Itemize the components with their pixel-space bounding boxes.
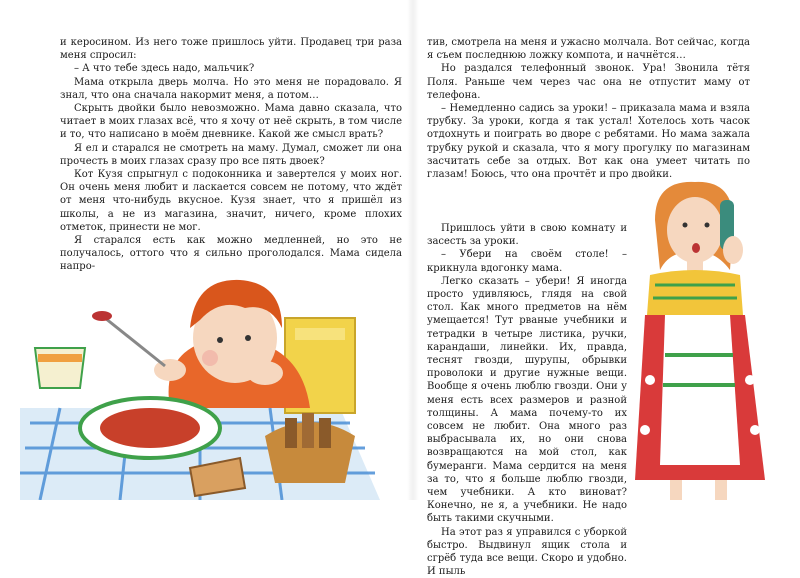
- right-paragraph-4: Пришлось уйти в свою комнату и засесть за уроки.: [427, 223, 627, 248]
- right-paragraph-3: – Немедленно садись за уроки! – приказала мама и взяла трубку. За уроки, когда я так устал! Хотелось хоть часок отдохнуть и поиграть во дворе с ребятами. Но мама зажала трубку рукой и сказала, что я могу прогулку по магазинам засчитать себе за отдых. Вот как она умеет читать по глазам! Боюсь, что она прочтёт и про двойки.: [427, 103, 750, 181]
- left-page-text: [60, 36, 402, 274]
- right-paragraph-5: – Убери на своём столе! – крикнула вдогонку мама.: [427, 249, 627, 274]
- right-paragraph-2: Но раздался телефонный звонок. Ура! Звонила тётя Поля. Раньше чем через час она не отпустит маму от телефона.: [427, 63, 750, 101]
- right-paragraph-1: тив, смотрела на меня и ужасно молчала. Вот сейчас, когда я съем последнюю ложку компота, и начнётся…: [427, 37, 750, 62]
- right-page-text-narrow: [427, 222, 627, 578]
- left-paragraph-7: Я старался есть как можно медленней, но это не получалось, оттого что я сильно проголодался. Мама сидела напро-: [60, 235, 402, 273]
- left-paragraph-5: Я ел и старался не смотреть на маму. Думал, сможет ли она прочесть в моих глазах сразу про все пять двоек?: [60, 142, 402, 167]
- left-paragraph-1: и керосином. Из него тоже пришлось уйти. Продавец три раза меня спросил:: [60, 37, 402, 62]
- left-paragraph-3: Мама открыла дверь молча. Но это меня не порадовало. Я знал, что она сначала накормит меня, а потом…: [60, 76, 402, 101]
- right-page-text-top: [427, 36, 750, 181]
- left-paragraph-4: Скрыть двойки было невозможно. Мама давно сказала, что читает в моих глазах всё, что я хочу от неё скрыть, в том числе и то, что написано в моём дневнике. Какой же смысл врать?: [60, 103, 402, 141]
- left-paragraph-6: Кот Кузя спрыгнул с подоконника и завертелся у моих ног. Он очень меня любит и ласкается совсем не потому, что ждёт от меня что-нибудь вкусное. Кузя знает, что я пришёл из школы, а не из магазина, значит, ничего, кроме плохих отметок, принести не мог.: [60, 169, 402, 233]
- right-paragraph-7: На этот раз я управился с уборкой быстро. Выдвинул ящик стола и сгрёб туда все вещи. Скоро и удобно. И пыль: [427, 526, 627, 578]
- right-paragraph-6: Легко сказать – убери! Я иногда просто удивляюсь, глядя на свой стол. Как много предметов на нём умещается! Тут рваные учебники и тетрадки в четыре листика, ручки, карандаши, линейки. Их, правда, теснят гвозди, шурупы, обрывки проволоки и другие нужные вещи. Вообще я очень люблю гвозди. Они у меня есть всех размеров и разной толщины. А мама почему-то их совсем не любит. Она много раз выбрасывала их, но они снова возвращаются на мой стол, как бумеранги. Мама сердится на меня за то, что я больше люблю гвозди, чем учебники. А кто виноват? Конечно, не я, а учебники. Не надо быть такими скучными.: [427, 275, 627, 525]
- mother-illustration-icon: [615, 180, 800, 500]
- boy-illustration-icon: [20, 258, 410, 500]
- left-paragraph-2: – А что тебе здесь надо, мальчик?: [74, 63, 255, 75]
